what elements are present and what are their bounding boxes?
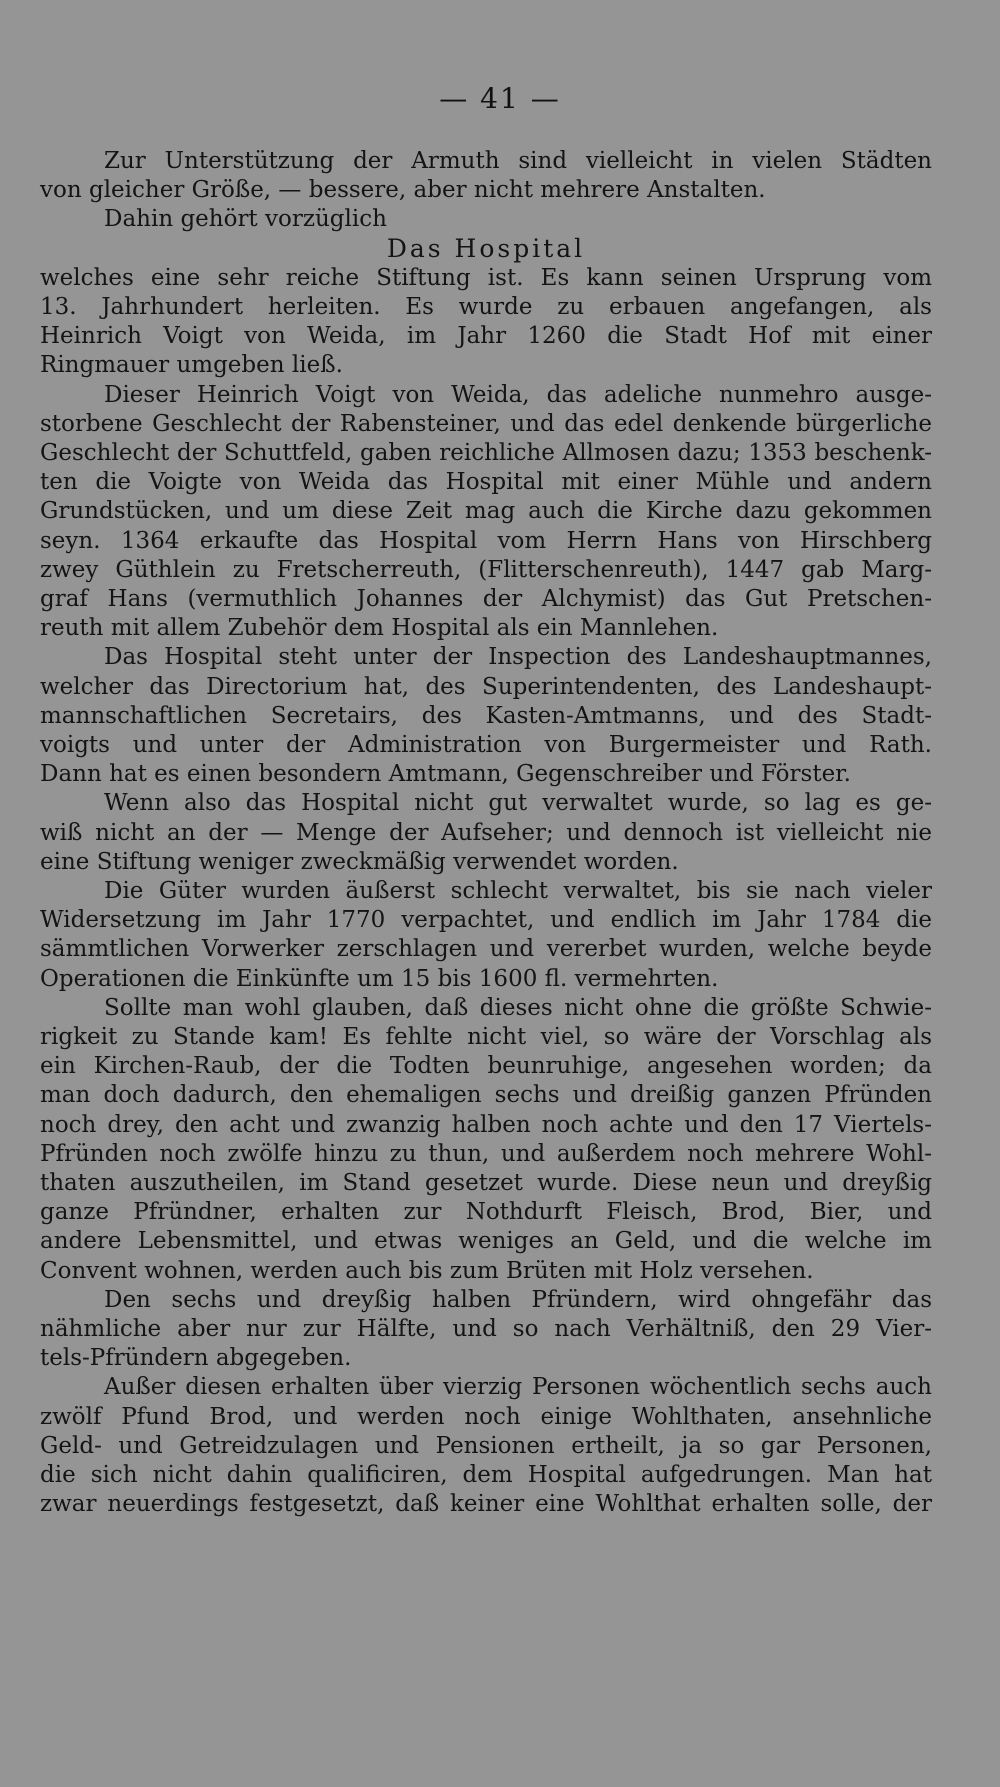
text-line: Wenn also das Hospital nicht gut verwaltet wurde, so lag es ge- bbox=[104, 790, 932, 817]
text-line: seyn. 1364 erkaufte das Hospital vom Herrn Hans von Hirschberg bbox=[40, 527, 932, 554]
text-line: Operationen die Einkünfte um 15 bis 1600 fl. vermehrten. bbox=[40, 965, 719, 992]
text-line: Sollte man wohl glauben, daß dieses nicht ohne die größte Schwie- bbox=[104, 994, 932, 1021]
text-line: andere Lebensmittel, und etwas weniges an Geld, und die welche im bbox=[40, 1228, 932, 1255]
text-line: Heinrich Voigt von Weida, im Jahr 1260 die Stadt Hof mit einer bbox=[40, 323, 932, 350]
text-line: zwey Güthlein zu Fretscherreuth, (Flitterschenreuth), 1447 gab Marg- bbox=[40, 556, 932, 583]
text-line: nähmliche aber nur zur Hälfte, und so nach Verhältniß, den 29 Vier- bbox=[40, 1316, 932, 1342]
text-line: welches eine sehr reiche Stiftung ist. Es kann seinen Ursprung vom bbox=[40, 264, 932, 291]
text-line: tels-Pfründern abgegeben. bbox=[40, 1345, 352, 1372]
text-line: Convent wohnen, werden auch bis zum Brüten mit Holz versehen. bbox=[40, 1257, 814, 1284]
text-line: ten die Voigte von Weida das Hospital mit einer Mühle und andern bbox=[40, 469, 932, 496]
section-heading: Das Hospital bbox=[386, 233, 586, 263]
text-line: wiß nicht an der — Menge der Aufseher; und dennoch ist vielleicht nie bbox=[40, 819, 932, 846]
text-line: zwölf Pfund Brod, und werden noch einige Wohlthaten, ansehnliche bbox=[40, 1403, 932, 1430]
text-line: Dieser Heinrich Voigt von Weida, das adeliche nunmehro ausge- bbox=[104, 381, 932, 408]
page-number: — 41 — bbox=[439, 82, 561, 115]
text-line: eine Stiftung weniger zweckmäßig verwendet worden. bbox=[40, 848, 679, 875]
text-line: thaten auszutheilen, im Stand gesetzet wurde. Diese neun und dreyßig bbox=[40, 1170, 932, 1196]
text-line: mannschaftlichen Secretairs, des Kasten-Amtmanns, und des Stadt- bbox=[40, 702, 932, 729]
text-line: rigkeit zu Stande kam! Es fehlte nicht viel, so wäre der Vorschlag als bbox=[40, 1024, 932, 1050]
text-line: Dann hat es einen besondern Amtmann, Gegenschreiber und Förster. bbox=[40, 761, 851, 788]
text-line: Grundstücken, und um diese Zeit mag auch die Kirche dazu gekommen bbox=[40, 498, 932, 525]
text-line: graf Hans (vermuthlich Johannes der Alchymist) das Gut Pretschen- bbox=[40, 586, 932, 612]
text-line: Ringmauer umgeben ließ. bbox=[40, 352, 343, 379]
text-line: sämmtlichen Vorwerker zerschlagen und vererbet wurden, welche beyde bbox=[40, 936, 932, 963]
text-line: 13. Jahrhundert herleiten. Es wurde zu erbauen angefangen, als bbox=[40, 294, 932, 320]
text-line: noch drey, den acht und zwanzig halben noch achte und den 17 Viertels- bbox=[40, 1111, 932, 1138]
text-line: man doch dadurch, den ehemaligen sechs und dreißig ganzen Pfründen bbox=[40, 1082, 932, 1109]
text-line: welcher das Directorium hat, des Superintendenten, des Landeshaupt- bbox=[40, 673, 932, 700]
text-line: Dahin gehört vorzüglich bbox=[104, 206, 387, 233]
text-line: storbene Geschlecht der Rabensteiner, und das edel denkende bürgerliche bbox=[40, 410, 932, 437]
text-line: zwar neuerdings festgesetzt, daß keiner eine Wohlthat erhalten solle, der bbox=[40, 1491, 932, 1518]
text-line: ganze Pfründner, erhalten zur Nothdurft Fleisch, Brod, Bier, und bbox=[40, 1199, 932, 1226]
text-line: ein Kirchen-Raub, der die Todten beunruhige, angesehen worden; da bbox=[40, 1053, 932, 1080]
text-line: reuth mit allem Zubehör dem Hospital als ein Mannlehen. bbox=[40, 615, 719, 642]
text-line: Außer diesen erhalten über vierzig Personen wöchentlich sechs auch bbox=[104, 1374, 932, 1401]
text-line: Den sechs und dreyßig halben Pfründern, wird ohngefähr das bbox=[104, 1286, 932, 1313]
text-line: Geld- und Getreidzulagen und Pensionen ertheilt, ja so gar Personen, bbox=[40, 1432, 932, 1459]
text-line: Geschlecht der Schuttfeld, gaben reichliche Allmosen dazu; 1353 beschenk- bbox=[40, 440, 932, 466]
text-line: voigts und unter der Administration von Burgermeister und Rath. bbox=[40, 732, 932, 758]
text-line: Die Güter wurden äußerst schlecht verwaltet, bis sie nach vieler bbox=[104, 878, 932, 904]
text-line: Widersetzung im Jahr 1770 verpachtet, und endlich im Jahr 1784 die bbox=[40, 907, 932, 934]
text-line: Das Hospital steht unter der Inspection des Landeshauptmannes, bbox=[104, 644, 932, 671]
text-line: Zur Unterstützung der Armuth sind vielleicht in vielen Städten bbox=[104, 148, 932, 174]
text-line: von gleicher Größe, — bessere, aber nicht mehrere Anstalten. bbox=[40, 177, 766, 204]
text-line: Pfründen noch zwölfe hinzu zu thun, und außerdem noch mehrere Wohl- bbox=[40, 1140, 932, 1167]
text-line: die sich nicht dahin qualificiren, dem Hospital aufgedrungen. Man hat bbox=[40, 1462, 932, 1488]
